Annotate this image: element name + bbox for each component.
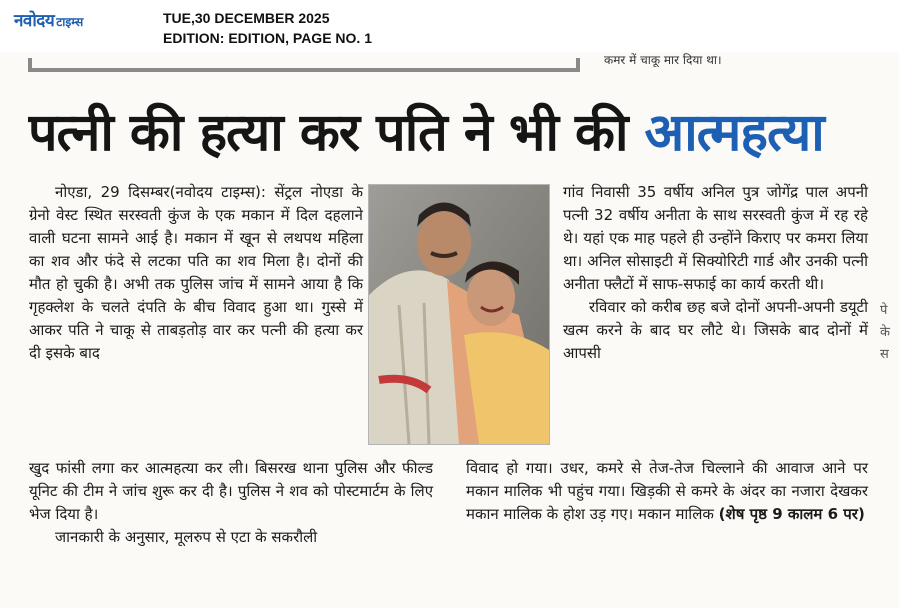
- dateline-paragraph: नोएडा, 29 दिसम्बर(नवोदय टाइम्स): सेंट्रल नोएडा के ग्रेनो वेस्ट स्थित सरस्वती कुंज के एक मकान में दिल दहलाने वाली घटना सामने आई है। मकान में खून से लथपथ महिला का शव और फंदे से लटका पति का शव मिला है। दोनों की मौत हो चुकी है। अभी तक पुलिस जांच में सामने आया है कि गृहक्लेश के चलते दंपति के बीच विवाद हुआ था। गुस्से में आकर पति ने चाकू से ताबड़तोड़ वार कर पत्नी की हत्या कर दी इसके बाद: [29, 183, 363, 362]
- logo-text: नवोदय: [14, 11, 55, 31]
- article-column-2-continued: [466, 457, 868, 526]
- page-header: [0, 0, 899, 52]
- newspaper-logo[interactable]: [14, 8, 83, 31]
- column-1-paragraph-2: जानकारी के अनुसार, मूलरुप से एटा के सकरौली: [55, 528, 318, 546]
- column-2-paragraph-1: गांव निवासी 35 वर्षीय अनिल पुत्र जोगेंद्र पाल अपनी पत्नी 32 वर्षीय अनीता के साथ सरस्वती कुंज में रह रहे थे। यहां एक माह पहले ही उन्होंने किराए पर कमरा लिया था। अनिल सोसाइटी में सिक्योरिटी गार्ड और उनकी पत्नी अनीता फ्लैटों में साफ-सफाई का कार्य करती थी।: [563, 183, 868, 293]
- previous-story-snippet: कमर में चाकू मार दिया था।: [604, 53, 722, 67]
- article-column-2: [563, 181, 868, 365]
- article-headline: [28, 97, 873, 169]
- issue-date: TUE,30 DECEMBER 2025: [163, 10, 330, 26]
- column-2-continued-text: विवाद हो गया। उधर, कमरे से तेज-तेज चिल्लाने की आवाज आने पर मकान मालिक भी पहुंच गया। खिड़की से कमरे के अंदर का नजारा देखकर मकान मालिक के होश उड़ गए। मकान मालिक: [466, 459, 868, 523]
- edition-info: [163, 8, 372, 48]
- column-2-paragraph-2: रविवार को करीब छह बजे दोनों अपनी-अपनी डयूटी खत्म करने के बाद घर लौटे थे। जिसके बाद दोनों में आपसी: [563, 298, 868, 362]
- article-column-1-continued: [29, 457, 433, 549]
- adjacent-column-edge: पे के स: [880, 303, 890, 362]
- logo-subtext: टाइम्स: [56, 15, 84, 29]
- article-column-1: [29, 181, 363, 365]
- edition-page: EDITION: EDITION, PAGE NO. 1: [163, 30, 372, 46]
- headline-main: पत्नी की हत्या कर पति ने भी की: [28, 103, 628, 163]
- headline-highlight: आत्महत्या: [644, 103, 824, 163]
- couple-photo-illustration: [369, 185, 549, 444]
- couple-photo: [368, 184, 550, 445]
- column-1-continued-text: खुद फांसी लगा कर आत्महत्या कर ली। बिसरख थाना पुलिस और फील्ड यूनिट की टीम ने जांच शुरू कर दी है। पुलिस ने शव को पोस्टमार्टम के लिए भेज दिया है।: [29, 459, 433, 523]
- continuation-note: (शेष पृष्ठ 9 कालम 6 पर): [718, 505, 865, 523]
- previous-story-frame: [28, 58, 580, 72]
